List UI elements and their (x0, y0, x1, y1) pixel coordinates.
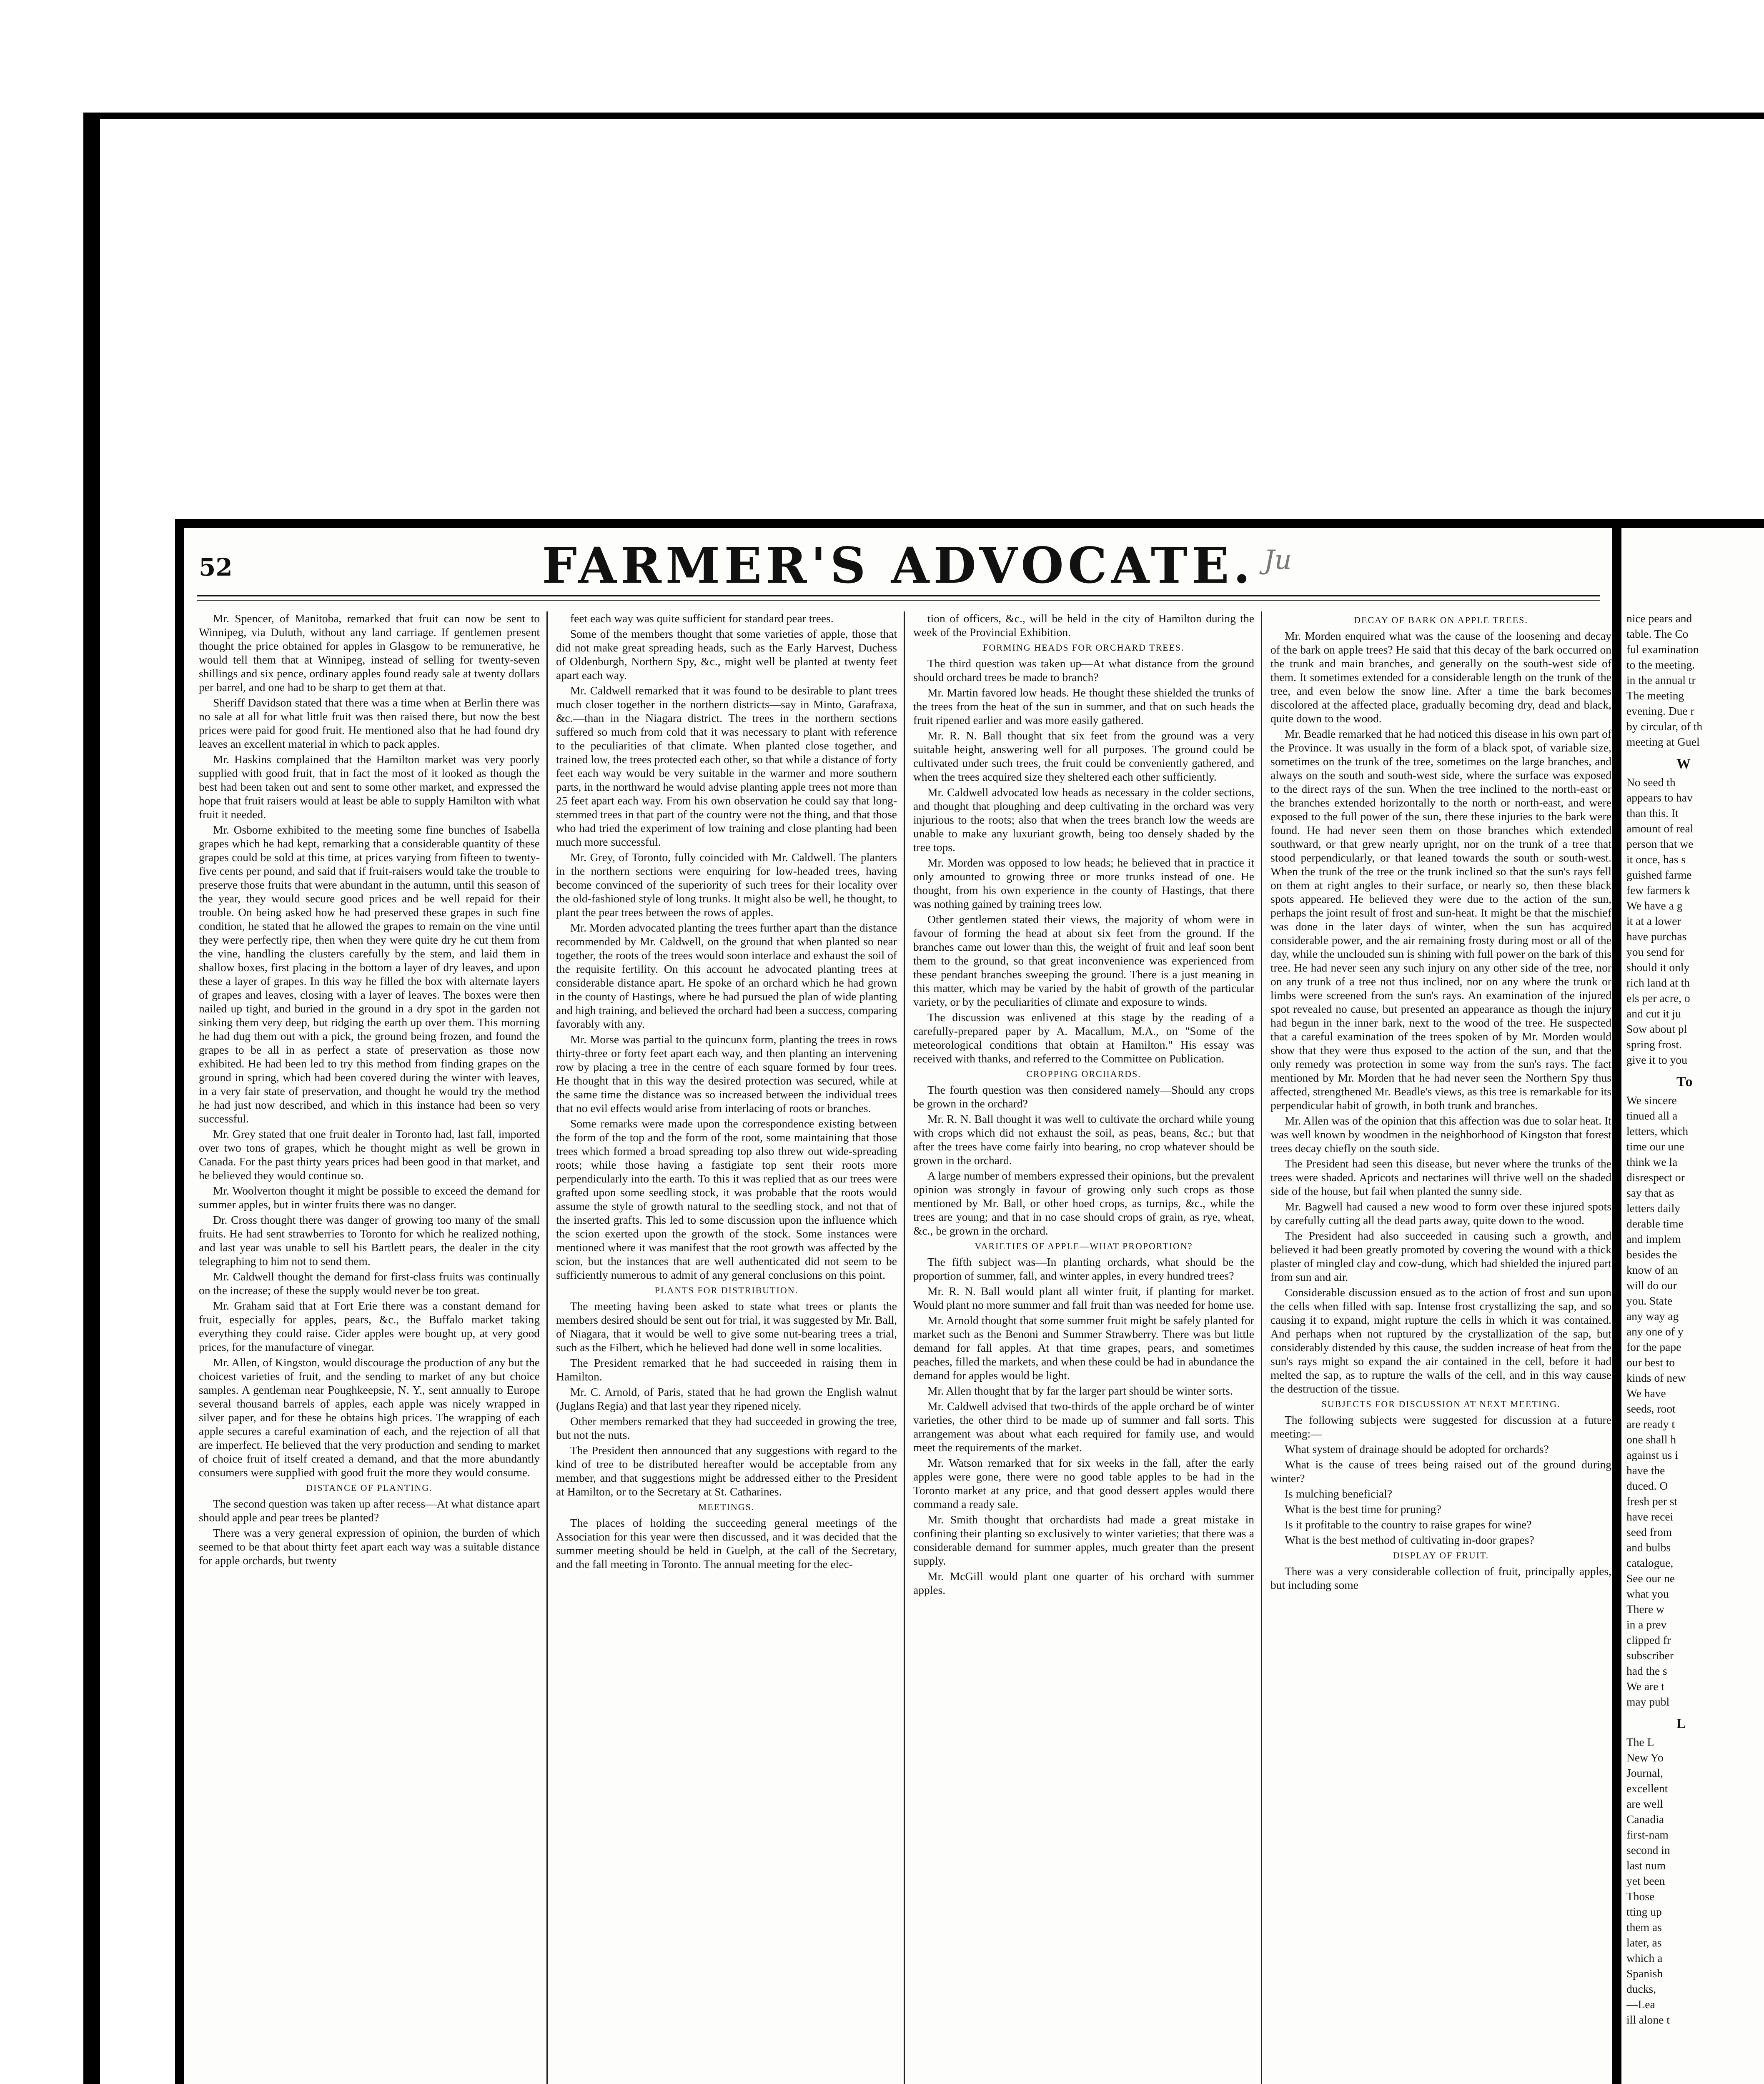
paragraph: Mr. Allen, of Kingston, would discourage the production of any but the choicest varieties of fruit, and the sending to market of any but choice samples. A gentleman near Poughkeepsie, N. Y., sent annually to Europe several thousand barrels of apples, each apple was nicely wrapped in silver paper, and for these he obtains high prices. The wrapping of each apple secures a careful examination of each, and the rejection of all that are imperfect. He believed that the very production and sending to market of choice fruit of itself created a demand, and that the more abundantly consumers were supplied with good fruit the more they would consume. (199, 1356, 540, 1479)
paragraph: them as (1626, 1921, 1662, 1934)
paragraph: —Lea (1626, 1998, 1655, 2011)
paragraph: Is it profitable to the country to raise grapes for wine? (1285, 1518, 1532, 1531)
paragraph: are well (1626, 1797, 1663, 1810)
paragraph: Mr. Caldwell advised that two-thirds of the apple orchard be of winter varieties, the other third to be made up of summer and fall sorts. This arrangement was about what each required for family use, and would meet the requirements of the market. (913, 1400, 1254, 1454)
paragraph: Mr. R. N. Ball thought that six feet from the ground was a very suitable height, answering well for all purposes. The ground could be cultivated under such trees, the fruit could be conveniently gathered, and when the trees acquired size they sheltered each other sufficiently. (913, 729, 1254, 783)
paragraph: spring frost. (1626, 1038, 1682, 1051)
paragraph: els per acre, o (1626, 992, 1690, 1004)
paragraph: which a (1626, 1951, 1663, 1964)
paragraph: seeds, root (1626, 1402, 1676, 1415)
paragraph: Some remarks were made upon the correspondence existing between the form of the top and the form of the root, some maintaining that those trees which formed a broad spreading top also threw out wide-spreading roots; while those having a fastigiate top sent their roots more perpendicularly into the earth. To this it was replied that as our trees were grafted upon some seedling stock, it was probable that the roots would assume the style of growth natural to the seedling stock, and not that of the inserted grafts. This led to some discussion upon the influence which the scion exerted upon the growth of the stock. Some instances were mentioned where it was manifest that the root growth was affected by the scion, but the instances that are well authenticated did not seem to be sufficiently numerous to admit of any general conclusions on this point. (556, 1117, 897, 1281)
paragraph: guished farme (1626, 868, 1692, 881)
section-heading: SUBJECTS FOR DISCUSSION AT NEXT MEETING. (1321, 1399, 1561, 1409)
paragraph: Mr. Beadle remarked that he had noticed this disease in his own part of the Province. It was usually in the form of a black spot, of variable size, sometimes on the trunk of the tree, sometimes on the large branches, and always on the south and south-west side, where the surface was exposed to the direct rays of the sun. When the tree inclined to the north-east or the branches extended horizontally to the north or north-east, and were exposed to the full power of the sun, there these injuries to the bark were found. He had never seen them on those branches which extended southward, or that grew nearly upright, nor on the trunk of a tree that stood perpendicularly, or that leaned towards the south or south-west. When the trunk of the tree or the trunk inclined so that the sun's rays fell on them at right angles to their surface, or nearly so, then these black spots appeared. He believed they were due to the action of the sun, perhaps the joint result of frost and sun-heat. It might be that the mischief was done in the later days of winter, when the sun has acquired considerable power, and the air remaining frosty during most or all of the day, while the unclouded sun is shining with full power on the bark of this tree. He had never seen any such injury on any other side of the tree, nor on any trunk of a tree not thus inclined, nor on any where the trunk or limbs were screened from the sun's rays. An examination of the injured spot revealed no cause, but presented an appearance as though the injury had begun in the inner bark, next to the wood of the tree. He suspected that a careful examination of the trees spoken of by Mr. Morden would show that they were thus exposed to the action of the sun, and that the only remedy was protection in some way from the sun's rays. The fact mentioned by Mr. Morden that he had never seen the Northern Spy thus affected, strengthened Mr. Beadle's views, as this tree is remarkable for its perpendicular habit of growth, in both trunk and branches. (1270, 727, 1611, 1112)
paragraph: The second question was taken up after recess—At what distance apart should apple and pear trees be planted? (199, 1497, 540, 1524)
paragraph: Mr. Allen thought that by far the larger part should be winter sorts. (927, 1384, 1233, 1397)
paragraph: duced. O (1626, 1479, 1668, 1492)
section-heading: CROPPING ORCHARDS. (1026, 1069, 1141, 1079)
paragraph: any way ag (1626, 1310, 1679, 1323)
paragraph: may publ (1626, 1695, 1670, 1708)
paragraph: last num (1626, 1859, 1666, 1872)
paragraph: We have (1626, 1387, 1666, 1400)
paragraph: The following subjects were suggested for discussion at a future meeting:— (1270, 1413, 1611, 1440)
facing-page-fragment (1621, 519, 1764, 2084)
paragraph: Is mulching beneficial? (1285, 1487, 1393, 1500)
paragraph: had the s (1626, 1664, 1667, 1677)
paragraph: ducks, (1626, 1982, 1656, 1995)
paragraph: Sow about pl (1626, 1022, 1687, 1035)
section-heading: DECAY OF BARK ON APPLE TREES. (1354, 615, 1528, 625)
paragraph: should it only (1626, 961, 1690, 974)
column-1 (199, 611, 540, 2084)
column-divider (904, 611, 905, 2084)
paragraph: you send for (1626, 945, 1684, 958)
paragraph: We are t (1626, 1680, 1664, 1693)
paragraph: There was a very general expression of opinion, the burden of which seemed to be that about thirty feet apart each way was a suitable distance for apple orchards, but twenty (199, 1526, 540, 1567)
paragraph: The President had also succeeded in causing such a growth, and believed it had been greatly promoted by covering the wound with a thick plaster of mingled clay and cow-dung, which had shielded the injured part from sun and air. (1270, 1229, 1611, 1283)
paragraph: The President had seen this disease, but never where the trunks of the trees were shaded. Apricots and nectarines will thrive well on the shaded side of the house, but fail when planted the sunny side. (1270, 1157, 1611, 1197)
paragraph: letters daily (1626, 1202, 1681, 1215)
paragraph: and implem (1626, 1232, 1681, 1245)
paragraph: Mr. Smith thought that orchardists had made a great mistake in confining their planting so exclusively to winter varieties; that there was a considerable demand for summer apples, much greater than the present supply. (913, 1513, 1254, 1567)
paragraph: one shall h (1626, 1433, 1676, 1446)
paragraph: A large number of members expressed their opinions, but the prevalent opinion was strongly in favour of growing only such crops as those mentioned by Mr. Ball, or other hoed crops, as turnips, &c., while the trees are young; and that in no case should crops of grain, as rye, wheat, &c., be grown in the orchard. (913, 1169, 1254, 1237)
paragraph: Mr. Watson remarked that for six weeks in the fall, after the early apples were gone, there were no good table apples to be had in the Toronto market at any price, and that good dessert apples would there command a ready sale. (913, 1456, 1254, 1510)
paragraph: tinued all a (1626, 1109, 1678, 1122)
paragraph: are ready t (1626, 1418, 1675, 1430)
paragraph: it once, has s (1626, 853, 1686, 866)
paragraph: The President remarked that he had succeeded in raising them in Hamilton. (556, 1356, 897, 1383)
paragraph: by circular, of th (1626, 720, 1703, 733)
paragraph: say that as (1626, 1186, 1674, 1199)
paragraph: ful examination (1626, 643, 1699, 656)
paragraph: The fifth subject was—In planting orchards, what should be the proportion of summer, fall, and winter apples, in every hundred trees? (913, 1255, 1254, 1282)
paragraph: Mr. Haskins complained that the Hamilton market was very poorly supplied with good fruit, that in fact the most of it looked as though the best had been taken out and sent to some other market, and expressed the hope that fruit raisers would at least be able to supply Hamilton with what fruit it needed. (199, 753, 540, 821)
paragraph: will do our (1626, 1279, 1677, 1292)
paragraph: have recei (1626, 1510, 1674, 1523)
paragraph: The President then announced that any suggestions with regard to the kind of tree to be distributed hereafter would be acceptable from any member, and that suggestions might be addressed either to the President at Hamilton, or to the Secretary at St. Catharines. (556, 1444, 897, 1498)
paragraph: Mr. R. N. Ball thought it was well to cultivate the orchard while young with crops which did not exhaust the soil, as peas, beans, &c.; but that after the trees have come fairly into bearing, no crop whatever should be grown in the orchard. (913, 1112, 1254, 1167)
paragraph: against us i (1626, 1448, 1678, 1461)
paragraph: appears to hav (1626, 791, 1693, 804)
paragraph: Mr. Caldwell thought the demand for first-class fruits was continually on the increase; of these the supply would never be too great. (199, 1270, 540, 1297)
paragraph: later, as (1626, 1936, 1662, 1949)
page-number: 52 (199, 553, 233, 581)
paragraph: Mr. Graham said that at Fort Erie there was a constant demand for fruit, especially for apples, pears, &c., the Buffalo market taking everything they could raise. Cider apples were bought up, at very good prices, for the manufacture of vinegar. (199, 1299, 540, 1353)
paragraph: Sheriff Davidson stated that there was a time when at Berlin there was no sale at all for what little fruit was then raised there, but now the best prices were paid for good fruit. He mentioned also that he had found dry leaves an excellent material in which to pack apples. (199, 696, 540, 750)
paragraph: our best to (1626, 1356, 1675, 1369)
paragraph: person that we (1626, 837, 1694, 850)
paragraph: feet each way was quite sufficient for standard pear trees. (570, 612, 834, 625)
paragraph: The fourth question was then considered namely—Should any crops be grown in the orchard? (913, 1083, 1254, 1110)
paragraph: Mr. Woolverton thought it might be possible to exceed the demand for summer apples, but in winter fruits there was no danger. (199, 1184, 540, 1211)
paragraph: nice pears and (1626, 612, 1692, 625)
section-heading: DISPLAY OF FRUIT. (1393, 1550, 1489, 1560)
paragraph: Those (1626, 1890, 1655, 1903)
paragraph: in a prev (1626, 1618, 1667, 1631)
paragraph: No seed th (1626, 776, 1676, 789)
paragraph: Mr. C. Arnold, of Paris, stated that he had grown the English walnut (Juglans Regia) and that last year they ripened nicely. (556, 1385, 897, 1412)
paragraph: Mr. Grey stated that one fruit dealer in Toronto had, last fall, imported over two tons of grapes, which he thought might as well be grown in Canada. For the past thirty years prices had been good in that market, and he believed they would continue so. (199, 1127, 540, 1182)
paragraph: Mr. Morse was partial to the quincunx form, planting the trees in rows thirty-three or forty feet apart each way, and then planting an intervening row by placing a tree in the centre of each square formed by four trees. He thought that in this way the desired protection was secured, while at the same time the distance was so increased between the individual trees that no evil effects would arise from interlacing of roots or branches. (556, 1033, 897, 1115)
paragraph: kinds of new (1626, 1371, 1686, 1384)
paragraph: and cut it ju (1626, 1007, 1681, 1020)
paragraph: New Yo (1626, 1751, 1664, 1764)
paragraph: think we la (1626, 1155, 1678, 1168)
paragraph: Mr. Morden enquired what was the cause of the loosening and decay of the bark on apple trees? He said that this decay of the bark occurred on the trunk and main branches, and generally on the south-west side of them. It sometimes extended for a considerable length on the trunk of the tree, and even below the snow line. After a time the bark becomes discolored at the affected place, gradually becoming dry, dead and black, quite down to the wood. (1270, 629, 1611, 725)
paragraph: rich land at th (1626, 976, 1690, 989)
facing-page-column (1626, 611, 1764, 2028)
paragraph: fresh per st (1626, 1495, 1678, 1508)
section-heading: DISTANCE OF PLANTING. (306, 1483, 433, 1493)
paragraph: Other members remarked that they had succeeded in growing the tree, but not the nuts. (556, 1415, 897, 1441)
section-heading: W (1676, 756, 1691, 771)
paragraph: any one of y (1626, 1325, 1684, 1338)
paragraph: you. State (1626, 1294, 1672, 1307)
paragraph: Mr. Morden was opposed to low heads; he believed that in practice it only amounted to growing three or more trunks instead of one. He thought, from his own experience in the county of Hastings, that there was nothing gained by training trees low. (913, 856, 1254, 910)
paragraph: We sincere (1626, 1094, 1677, 1107)
paragraph: ill alone t (1626, 2013, 1670, 2026)
paragraph: Considerable discussion ensued as to the action of frost and sun upon the cells when filled with sap. Intense frost crystallizing the sap, and so causing it to expand, might rupture the cells in which it was contained. And perhaps when not ruptured by the crystallization of the sap, but considerably distended by this cause, the sudden increase of heat from the sun's rays might so expand the air contained in the cell, before it had melted the sap, as to rupture the walls of the cell, and in this way cause the destruction of the tissue. (1270, 1286, 1611, 1395)
section-heading: MEETINGS. (698, 1502, 755, 1512)
paragraph: Mr. Allen was of the opinion that this affection was due to solar heat. It was well known by woodmen in the neighborhood of Kingston that forest trees decay chiefly on the south side. (1270, 1114, 1611, 1155)
paragraph: There w (1626, 1603, 1664, 1616)
paragraph: Mr. Morden advocated planting the trees further apart than the distance recommended by Mr. Caldwell, on the ground that when planted so near together, the roots of the trees would soon interlace and exhaust the soil of the requisite fertility. On this account he advocated planting trees at considerable distance apart. He spoke of an orchard which he had grown in the county of Hastings, where he had pursued the plan of wide planting and high training, and believed the orchard had been a success, comparing favorably with any. (556, 921, 897, 1030)
paragraph: Mr. Arnold thought that some summer fruit might be safely planted for market such as the Benoni and Summer Strawberry. There was but little demand for fall apples. At that time grapes, pears, and sometimes peaches, filled the markets, and when these could be had in abundance the demand for apples would be light. (913, 1314, 1254, 1382)
pencil-annotation: Ju (1264, 545, 1292, 576)
paragraph: Canadia (1626, 1813, 1664, 1826)
paragraph: have the (1626, 1464, 1665, 1477)
section-heading: VARIETIES OF APPLE—WHAT PROPORTION? (975, 1241, 1193, 1251)
paragraph: Spanish (1626, 1967, 1663, 1980)
paragraph: it at a lower (1626, 914, 1681, 927)
masthead-rule (197, 595, 1600, 601)
paragraph: besides the (1626, 1248, 1677, 1261)
masthead-title: FARMER'S ADVOCATE. (542, 536, 1255, 594)
paragraph: What system of drainage should be adopted for orchards? (1285, 1443, 1549, 1455)
column-3 (913, 611, 1254, 2084)
paragraph: What is the best method of cultivating in-door grapes? (1285, 1533, 1534, 1546)
column-divider (546, 611, 548, 2084)
paragraph: Journal, (1626, 1766, 1663, 1779)
paragraph: tting up (1626, 1905, 1662, 1918)
paragraph: Mr. McGill would plant one quarter of his orchard with summer apples. (913, 1570, 1254, 1596)
paragraph: second in (1626, 1844, 1670, 1856)
paragraph: disrespect or (1626, 1171, 1685, 1184)
column-4 (1270, 611, 1611, 2084)
paragraph: The meeting having been asked to state what trees or plants the members desired should be sent out for trial, it was suggested by Mr. Ball, of Niagara, that it would be well to give some nut-bearing trees a trial, such as the Filbert, which he believed had done well in some localities. (556, 1300, 897, 1354)
paragraph: for the pape (1626, 1340, 1681, 1353)
paragraph: give it to you (1626, 1053, 1687, 1066)
article-columns (199, 611, 1612, 2084)
paragraph: What is the cause of trees being raised out of the ground during winter? (1270, 1458, 1611, 1485)
paragraph: than this. It (1626, 807, 1679, 819)
paragraph: The L (1626, 1736, 1654, 1748)
paragraph: table. The Co (1626, 627, 1689, 640)
section-heading: PLANTS FOR DISTRIBUTION. (654, 1285, 799, 1295)
paragraph: The discussion was enlivened at this stage by the reading of a carefully-prepared paper by A. Macallum, M.A., on "Some of the meteorological conditions that obtain at Hamilton." His essay was received with thanks, and referred to the Committee on Publication. (913, 1011, 1254, 1065)
paragraph: Dr. Cross thought there was danger of growing too many of the small fruits. He had sent strawberries to Toronto for which he realized nothing, and last year was unable to sell his Bartlett pears, the dealer in the city telegraphing to him not to send them. (199, 1213, 540, 1267)
paragraph: Mr. Caldwell advocated low heads as necessary in the colder sections, and thought that ploughing and deep cultivating in the orchard was very injurious to the roots; also that when the trees branch low the weeds are unable to make any luxuriant growth, being too densely shaded by the tree tops. (913, 786, 1254, 854)
paragraph: to the meeting. (1626, 658, 1695, 671)
paragraph: Some of the members thought that some varieties of apple, those that did not make great spreading heads, such as the Early Harvest, Duchess of Oldenburgh, Northern Spy, &c., might well be planted at twenty feet apart each way. (556, 627, 897, 681)
paragraph: The meeting (1626, 689, 1684, 702)
paragraph: have purchas (1626, 930, 1687, 943)
paragraph: Mr. Grey, of Toronto, fully coincided with Mr. Caldwell. The planters in the northern sections were enquiring for low-headed trees, having become convinced of the superiority of such trees for their locality over the old-fashioned style of long trunks. It might also be well, he thought, to plant the pear trees between the rows of apples. (556, 851, 897, 919)
paragraph: seed from (1626, 1525, 1672, 1538)
paragraph: Mr. Osborne exhibited to the meeting some fine bunches of Isabella grapes which he had kept, remarking that a considerable quantity of these grapes could be sold at this time, at prices varying from fifteen to twenty-five cents per pound, and said that if fruit-raisers would take the trouble to preserve those fruits that were abundant in the autumn, until this season of the year, they would secure good prices and be well repaid for their trouble. On being asked how he had preserved these grapes in such fine condition, he stated that he allowed the grapes to remain on the vine until they were perfectly ripe, then when they were quite dry he cut them from the vine, handling the clusters carefully by the stem, and laid them in shallow boxes, first placing in the bottom a layer of dry leaves, and upon these a layer of grapes. In this way he filled the box with alternate layers of grapes and leaves, closing with a layer of leaves. The boxes were then nailed up tight, and buried in the ground in a dry spot in the garden not sinking them very deep, but ridging the earth up over them. This morning he had dug them out with a pick, the ground being frozen, and found the grapes to be all in as perfect a state of preservation as those now exhibited. He had been led to try this method from finding grapes on the ground in spring, which had been covered during the winter with leaves, in a very fair state of preservation, and thought he would try the method he had just now described, and which in this instance had been so very successful. (199, 823, 540, 1125)
paragraph: know of an (1626, 1263, 1678, 1276)
paragraph: There was a very considerable collection of fruit, principally apples, but including some (1270, 1565, 1611, 1591)
paragraph: yet been (1626, 1874, 1665, 1887)
paragraph: time our une (1626, 1140, 1684, 1153)
paragraph: Mr. R. N. Ball would plant all winter fruit, if planting for market. Would plant no more summer and fall fruit than was needed for home use. (913, 1285, 1254, 1311)
section-heading: To (1676, 1074, 1694, 1090)
column-2 (556, 611, 897, 2084)
paragraph: tion of officers, &c., will be held in the city of Hamilton during the week of the Provincial Exhibition. (913, 612, 1254, 639)
paragraph: amount of real (1626, 822, 1694, 835)
paragraph: Mr. Martin favored low heads. He thought these shielded the trunks of the trees from the heat of the sun in summer, and that on such heads the fruit ripened earlier and was more easily gathered. (913, 686, 1254, 726)
paragraph: and bulbs (1626, 1541, 1671, 1554)
paragraph: subscriber (1626, 1649, 1674, 1662)
paragraph: We have a g (1626, 899, 1683, 912)
paragraph: What is the best time for pruning? (1285, 1503, 1441, 1515)
column-divider (1261, 611, 1262, 2084)
paragraph: first-nam (1626, 1828, 1669, 1841)
paragraph: Mr. Bagwell had caused a new wood to form over these injured spots by carefully cutting all the dead parts away, quite down to the wood. (1270, 1200, 1611, 1227)
paragraph: clipped fr (1626, 1633, 1671, 1646)
paragraph: letters, which (1626, 1125, 1689, 1137)
paragraph: excellent (1626, 1782, 1668, 1795)
paragraph: See our ne (1626, 1572, 1675, 1585)
paragraph: The third question was taken up—At what distance from the ground should orchard trees be made to branch? (913, 657, 1254, 684)
paragraph: Mr. Caldwell remarked that it was found to be desirable to plant trees much closer together in the northern districts—say in Minto, Garafraxa, &c.—than in the Niagara district. The trees in the northern sections suffered so much from cold that it was necessary to plant with reference to the peculiarities of that climate. When planted close together, and trained low, the trees protected each other, so that while a distance of forty feet each way would be very suitable in the warmer and more southern parts, in the northward he would advise planting apple trees not more than 25 feet apart each way. From his own observation he could say that long-stemmed trees in that part of the country were not the thing, and that those who had tried the experiment of low training and close planting had been much more successful. (556, 684, 897, 848)
paragraph: derable time (1626, 1217, 1684, 1230)
section-heading: FORMING HEADS FOR ORCHARD TREES. (983, 642, 1185, 653)
section-heading: L (1676, 1716, 1687, 1731)
paragraph: meeting at Guel (1626, 735, 1700, 748)
paragraph: Other gentlemen stated their views, the majority of whom were in favour of forming the head at about six feet from the ground. If the branches came out lower than this, the weight of fruit and leaf soon bent them to the ground, so that great inconvenience was experienced from these pendant branches sweeping the ground. There is a just meaning in this matter, which may be varied by the habit of growth of the particular variety, or by the peculiarities of climate and exposure to winds. (913, 913, 1254, 1008)
newspaper-page (175, 519, 1621, 2084)
paragraph: catalogue, (1626, 1556, 1674, 1569)
paragraph: few farmers k (1626, 884, 1690, 897)
paragraph: The places of holding the succeeding general meetings of the Association for this year were then discussed, and it was decided that the summer meeting should be held in Guelph, at the call of the Secretary, and the fall meeting in Toronto. The annual meeting for the elec- (556, 1516, 897, 1571)
paragraph: Mr. Spencer, of Manitoba, remarked that fruit can now be sent to Winnipeg, via Duluth, without any land carriage. If gentlemen present thought the price obtained for apples in Glasgow to be remunerative, he would tell them that at Winnipeg, instead of selling for twenty-seven shillings and six pence, ordinary apples found ready sale at twenty dollars per barrel, and one had to be sharp to get them at that. (199, 612, 540, 694)
paragraph: in the annual tr (1626, 674, 1696, 686)
paragraph: evening. Due r (1626, 704, 1694, 717)
paragraph: what you (1626, 1587, 1669, 1600)
